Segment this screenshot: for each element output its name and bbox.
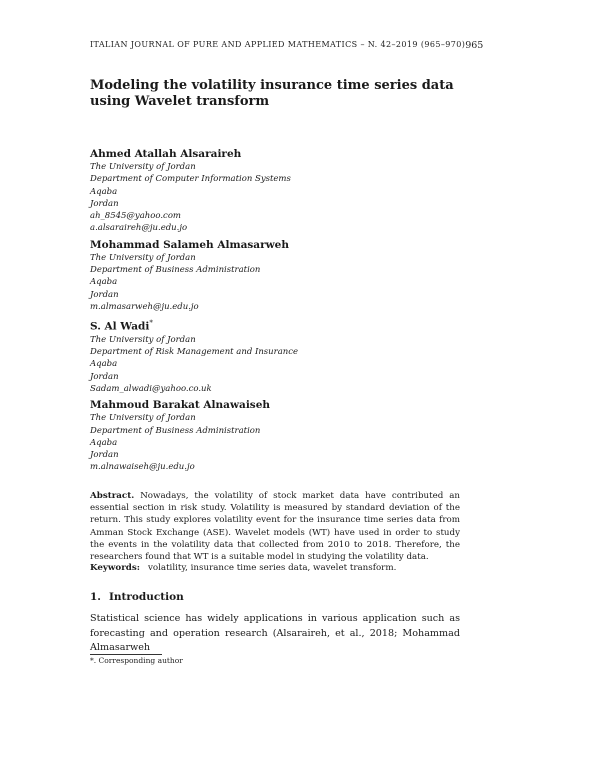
author-affiliation-line: m.alnawaiseh@ju.edu.jo (90, 462, 195, 473)
keywords (90, 562, 470, 574)
author-name (90, 316, 470, 334)
author-affiliation-line: Jordan (90, 198, 119, 209)
footnote-rule (90, 654, 162, 655)
author-affiliation-line: Department of Business Administration (90, 265, 261, 276)
section-number: 1. (90, 591, 101, 603)
author-affiliation-line: Aqaba (90, 186, 118, 197)
abstract-text: Nowadays, the volatility of stock market data have contributed an essential section in risk study. Volatility is measured by standard deviation of the return. This study explores volatility event for the insurance time series data from Amman Stock Exchange (ASE). Wavelet models (WT) have used in order to study the events in the volatility data that collected from 2010 to 2018. Therefore, the researchers found that WT is a suitable model in studying the volatility data. (90, 491, 460, 563)
author-affiliation-line: Jordan (90, 289, 119, 300)
author-affiliation-line: Department of Business Administration (90, 425, 261, 436)
paper-title: Modeling the volatility insurance time series data using Wavelet transform (90, 78, 454, 109)
author-name-text: Ahmed Atallah Alsaraireh (90, 148, 242, 160)
page-number: 965 (465, 40, 484, 51)
author-list (90, 147, 470, 474)
section-title: Introduction (108, 591, 184, 603)
running-header (90, 40, 484, 51)
author-affiliation-line: The University of Jordan (90, 252, 196, 263)
author-affiliation-line: Aqaba (90, 359, 118, 370)
author-name-text: Mohammad Salameh Almasarweh (90, 238, 289, 251)
footnote: *. Corresponding author (90, 656, 183, 665)
author-affiliation-line: The University of Jordan (90, 162, 196, 172)
author-affiliation-line: The University of Jordan (90, 334, 196, 345)
author-block (90, 398, 470, 473)
author-affiliation-line: Aqaba (90, 277, 118, 288)
author-affiliation-line: Jordan (90, 371, 119, 382)
journal-header: ITALIAN JOURNAL OF PURE AND APPLIED MATHEMATICS – N. 42–2019 (965–970) (90, 40, 466, 49)
author-affiliation-line: Department of Risk Management and Insurance (90, 347, 299, 358)
section-heading (90, 591, 184, 603)
keywords-text: volatility, insurance time series data, wavelet transform. (147, 563, 397, 573)
author-affiliation-line: The University of Jordan (90, 413, 196, 424)
author-name (90, 147, 470, 161)
author-name (90, 398, 470, 412)
corresponding-mark: * (149, 319, 153, 328)
author-name-text: Mahmoud Barakat Alnawaiseh (90, 399, 271, 412)
author-affiliation-line: m.almasarweh@ju.edu.jo (90, 301, 199, 312)
author-affiliation-line: Sadam_alwadi@yahoo.co.uk (90, 383, 212, 394)
author-affiliation-line: Jordan (90, 450, 119, 461)
author-block (90, 147, 470, 235)
author-name-text: S. Al Wadi (90, 320, 150, 333)
abstract-label: Abstract. (90, 491, 135, 501)
author-affiliation-line: Department of Computer Information Systems (90, 174, 291, 185)
author-affiliation-line: a.alsaraireh@ju.edu.jo (90, 223, 188, 234)
author-affiliation-line: ah_8545@yahoo.com (90, 211, 181, 222)
author-block (90, 238, 470, 313)
abstract (90, 490, 460, 563)
keywords-label: Keywords: (90, 563, 140, 573)
author-block (90, 316, 470, 395)
author-name (90, 238, 470, 252)
author-affiliation-line: Aqaba (90, 437, 118, 448)
intro-paragraph: Statistical science has widely applications in various application such as forecasting and operation research (Alsaraireh, et al., 2018; Mohammad Almasarweh (90, 613, 460, 653)
